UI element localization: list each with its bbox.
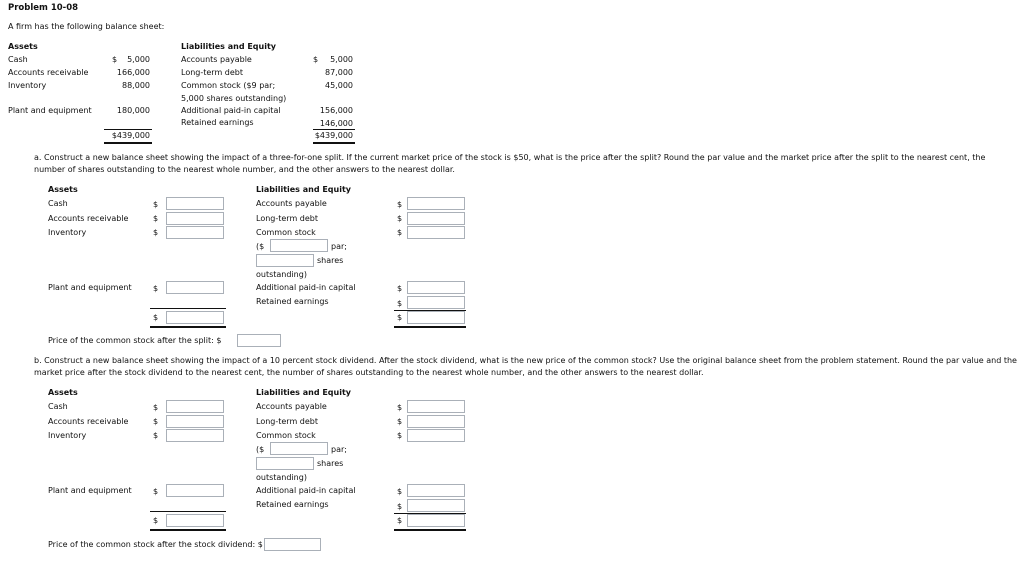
a-total-assets-dollar: $ [153,313,159,322]
assets-total-line [104,129,152,130]
b-outstanding-label: outstanding) [256,473,307,482]
b-pe-input[interactable] [166,484,224,497]
a-total-le-dollar: $ [397,313,403,322]
b-cs-dollar: $ [397,431,403,440]
b-cash-dollar: $ [153,403,159,412]
intro-text: A firm has the following balance sheet: [8,22,165,31]
ap-label: Accounts payable [181,55,252,64]
b-cs-label: Common stock [256,431,316,440]
a-le-double-line [394,326,466,328]
cash-dollar: $ [112,55,118,64]
a-apic-dollar: $ [397,284,403,293]
ar-label: Accounts receivable [8,68,89,77]
ltd-value: 87,000 [325,68,353,77]
b-ltd-label: Long-term debt [256,417,319,426]
b-re-label: Retained earnings [256,500,329,509]
b-total-le-dollar: $ [397,516,403,525]
a-assets-double-line [150,326,226,328]
b-price-label: Price of the common stock after the stock dividend: $ [48,540,263,549]
a-pe-dollar: $ [153,284,159,293]
total-assets: $439,000 [111,131,150,140]
apic-value: 156,000 [319,106,353,115]
a-re-dollar: $ [397,299,403,308]
a-assets-total-line [150,308,226,309]
a-total-le-input[interactable] [407,311,465,324]
b-price-input[interactable] [264,538,321,551]
a-inventory-label: Inventory [48,228,87,237]
a-pe-input[interactable] [166,281,224,294]
b-assets-total-line [150,511,226,512]
b-ar-label: Accounts receivable [48,417,129,426]
a-ap-dollar: $ [397,200,403,209]
assets-header: Assets [8,42,38,51]
b-cs-input[interactable] [407,429,465,442]
ar-value: 166,000 [116,68,150,77]
b-le-double-line [394,529,466,531]
a-apic-label: Additional paid-in capital [256,283,356,292]
b-cash-input[interactable] [166,400,224,413]
a-outstanding-label: outstanding) [256,270,307,279]
b-ltd-input[interactable] [407,415,465,428]
a-price-label: Price of the common stock after the split: $ [48,336,222,345]
a-par-label: par; [331,242,347,251]
b-total-assets-dollar: $ [153,516,159,525]
a-cs-dollar: $ [397,228,403,237]
a-shares-input[interactable] [256,254,314,267]
a-ltd-input[interactable] [407,212,465,225]
a-inventory-dollar: $ [153,228,159,237]
a-ap-input[interactable] [407,197,465,210]
ltd-label: Long-term debt [181,68,244,77]
a-ar-dollar: $ [153,214,159,223]
b-total-assets-input[interactable] [166,514,224,527]
re-value: 146,000 [319,119,353,128]
b-ap-input[interactable] [407,400,465,413]
b-paren-open: ($ [256,445,265,454]
b-shares-input[interactable] [256,457,314,470]
part-a-question: a. Construct a new balance sheet showing the impact of a three-for-one split. If the current market price of the stock is $50, what is the price after the split? Round the par value and the market price after the split to the nearest cent, the number of shares outstanding to the nearest whole number, and the other answers to the nearest dollar. [34,153,986,174]
a-cs-input[interactable] [407,226,465,239]
cs-label-2: 5,000 shares outstanding) [181,94,287,103]
cash-label: Cash [8,55,28,64]
ap-value: 5,000 [330,55,353,64]
cs-label: Common stock ($9 par; [181,81,276,90]
cash-value: 5,000 [127,55,150,64]
inventory-label: Inventory [8,81,47,90]
a-assets-header: Assets [48,185,78,194]
b-ltd-dollar: $ [397,417,403,426]
le-double-line [313,142,355,144]
a-re-label: Retained earnings [256,297,329,306]
b-apic-dollar: $ [397,487,403,496]
a-ar-label: Accounts receivable [48,214,129,223]
a-le-header: Liabilities and Equity [256,185,352,194]
part-b-question: b. Construct a new balance sheet showing the impact of a 10 percent stock dividend. After the stock dividend, what is the new price of the common stock? Use the original balance sheet from the problem statement. Round the par value and the market price after the stock dividend to the nearest cent, the number of shares outstanding to the nearest whole number, and the other answers to the nearest dollar. [34,356,1017,377]
a-par-input[interactable] [270,239,328,252]
re-label: Retained earnings [181,118,254,127]
problem-title: Problem 10-08 [8,3,79,13]
b-shares-label: shares [317,459,344,468]
a-ltd-dollar: $ [397,214,403,223]
assets-double-line [104,142,152,144]
b-par-input[interactable] [270,442,328,455]
a-ap-label: Accounts payable [256,199,327,208]
le-header: Liabilities and Equity [181,42,277,51]
b-ar-input[interactable] [166,415,224,428]
b-cash-label: Cash [48,402,68,411]
a-inventory-input[interactable] [166,226,224,239]
ap-dollar: $ [313,55,319,64]
b-re-dollar: $ [397,502,403,511]
a-total-assets-input[interactable] [166,311,224,324]
apic-label: Additional paid-in capital [181,106,281,115]
b-assets-header: Assets [48,388,78,397]
b-inventory-input[interactable] [166,429,224,442]
a-cs-label: Common stock [256,228,316,237]
a-paren-open: ($ [256,242,265,251]
a-cash-dollar: $ [153,200,159,209]
le-total-line [313,129,355,130]
b-inventory-dollar: $ [153,431,159,440]
a-cash-input[interactable] [166,197,224,210]
a-price-input[interactable] [237,334,281,347]
b-inventory-label: Inventory [48,431,87,440]
cs-value: 45,000 [325,81,353,90]
pe-value: 180,000 [116,106,150,115]
b-le-header: Liabilities and Equity [256,388,352,397]
a-apic-input[interactable] [407,281,465,294]
a-cash-label: Cash [48,199,68,208]
b-ap-dollar: $ [397,403,403,412]
b-ar-dollar: $ [153,417,159,426]
b-total-le-input[interactable] [407,514,465,527]
b-par-label: par; [331,445,347,454]
b-apic-input[interactable] [407,484,465,497]
a-ar-input[interactable] [166,212,224,225]
b-assets-double-line [150,529,226,531]
b-re-input[interactable] [407,499,465,512]
a-pe-label: Plant and equipment [48,283,132,292]
total-le: $439,000 [314,131,353,140]
a-re-input[interactable] [407,296,465,309]
b-apic-label: Additional paid-in capital [256,486,356,495]
b-ap-label: Accounts payable [256,402,327,411]
b-pe-dollar: $ [153,487,159,496]
pe-label: Plant and equipment [8,106,92,115]
a-shares-label: shares [317,256,344,265]
inventory-value: 88,000 [122,81,150,90]
a-ltd-label: Long-term debt [256,214,319,223]
b-pe-label: Plant and equipment [48,486,132,495]
